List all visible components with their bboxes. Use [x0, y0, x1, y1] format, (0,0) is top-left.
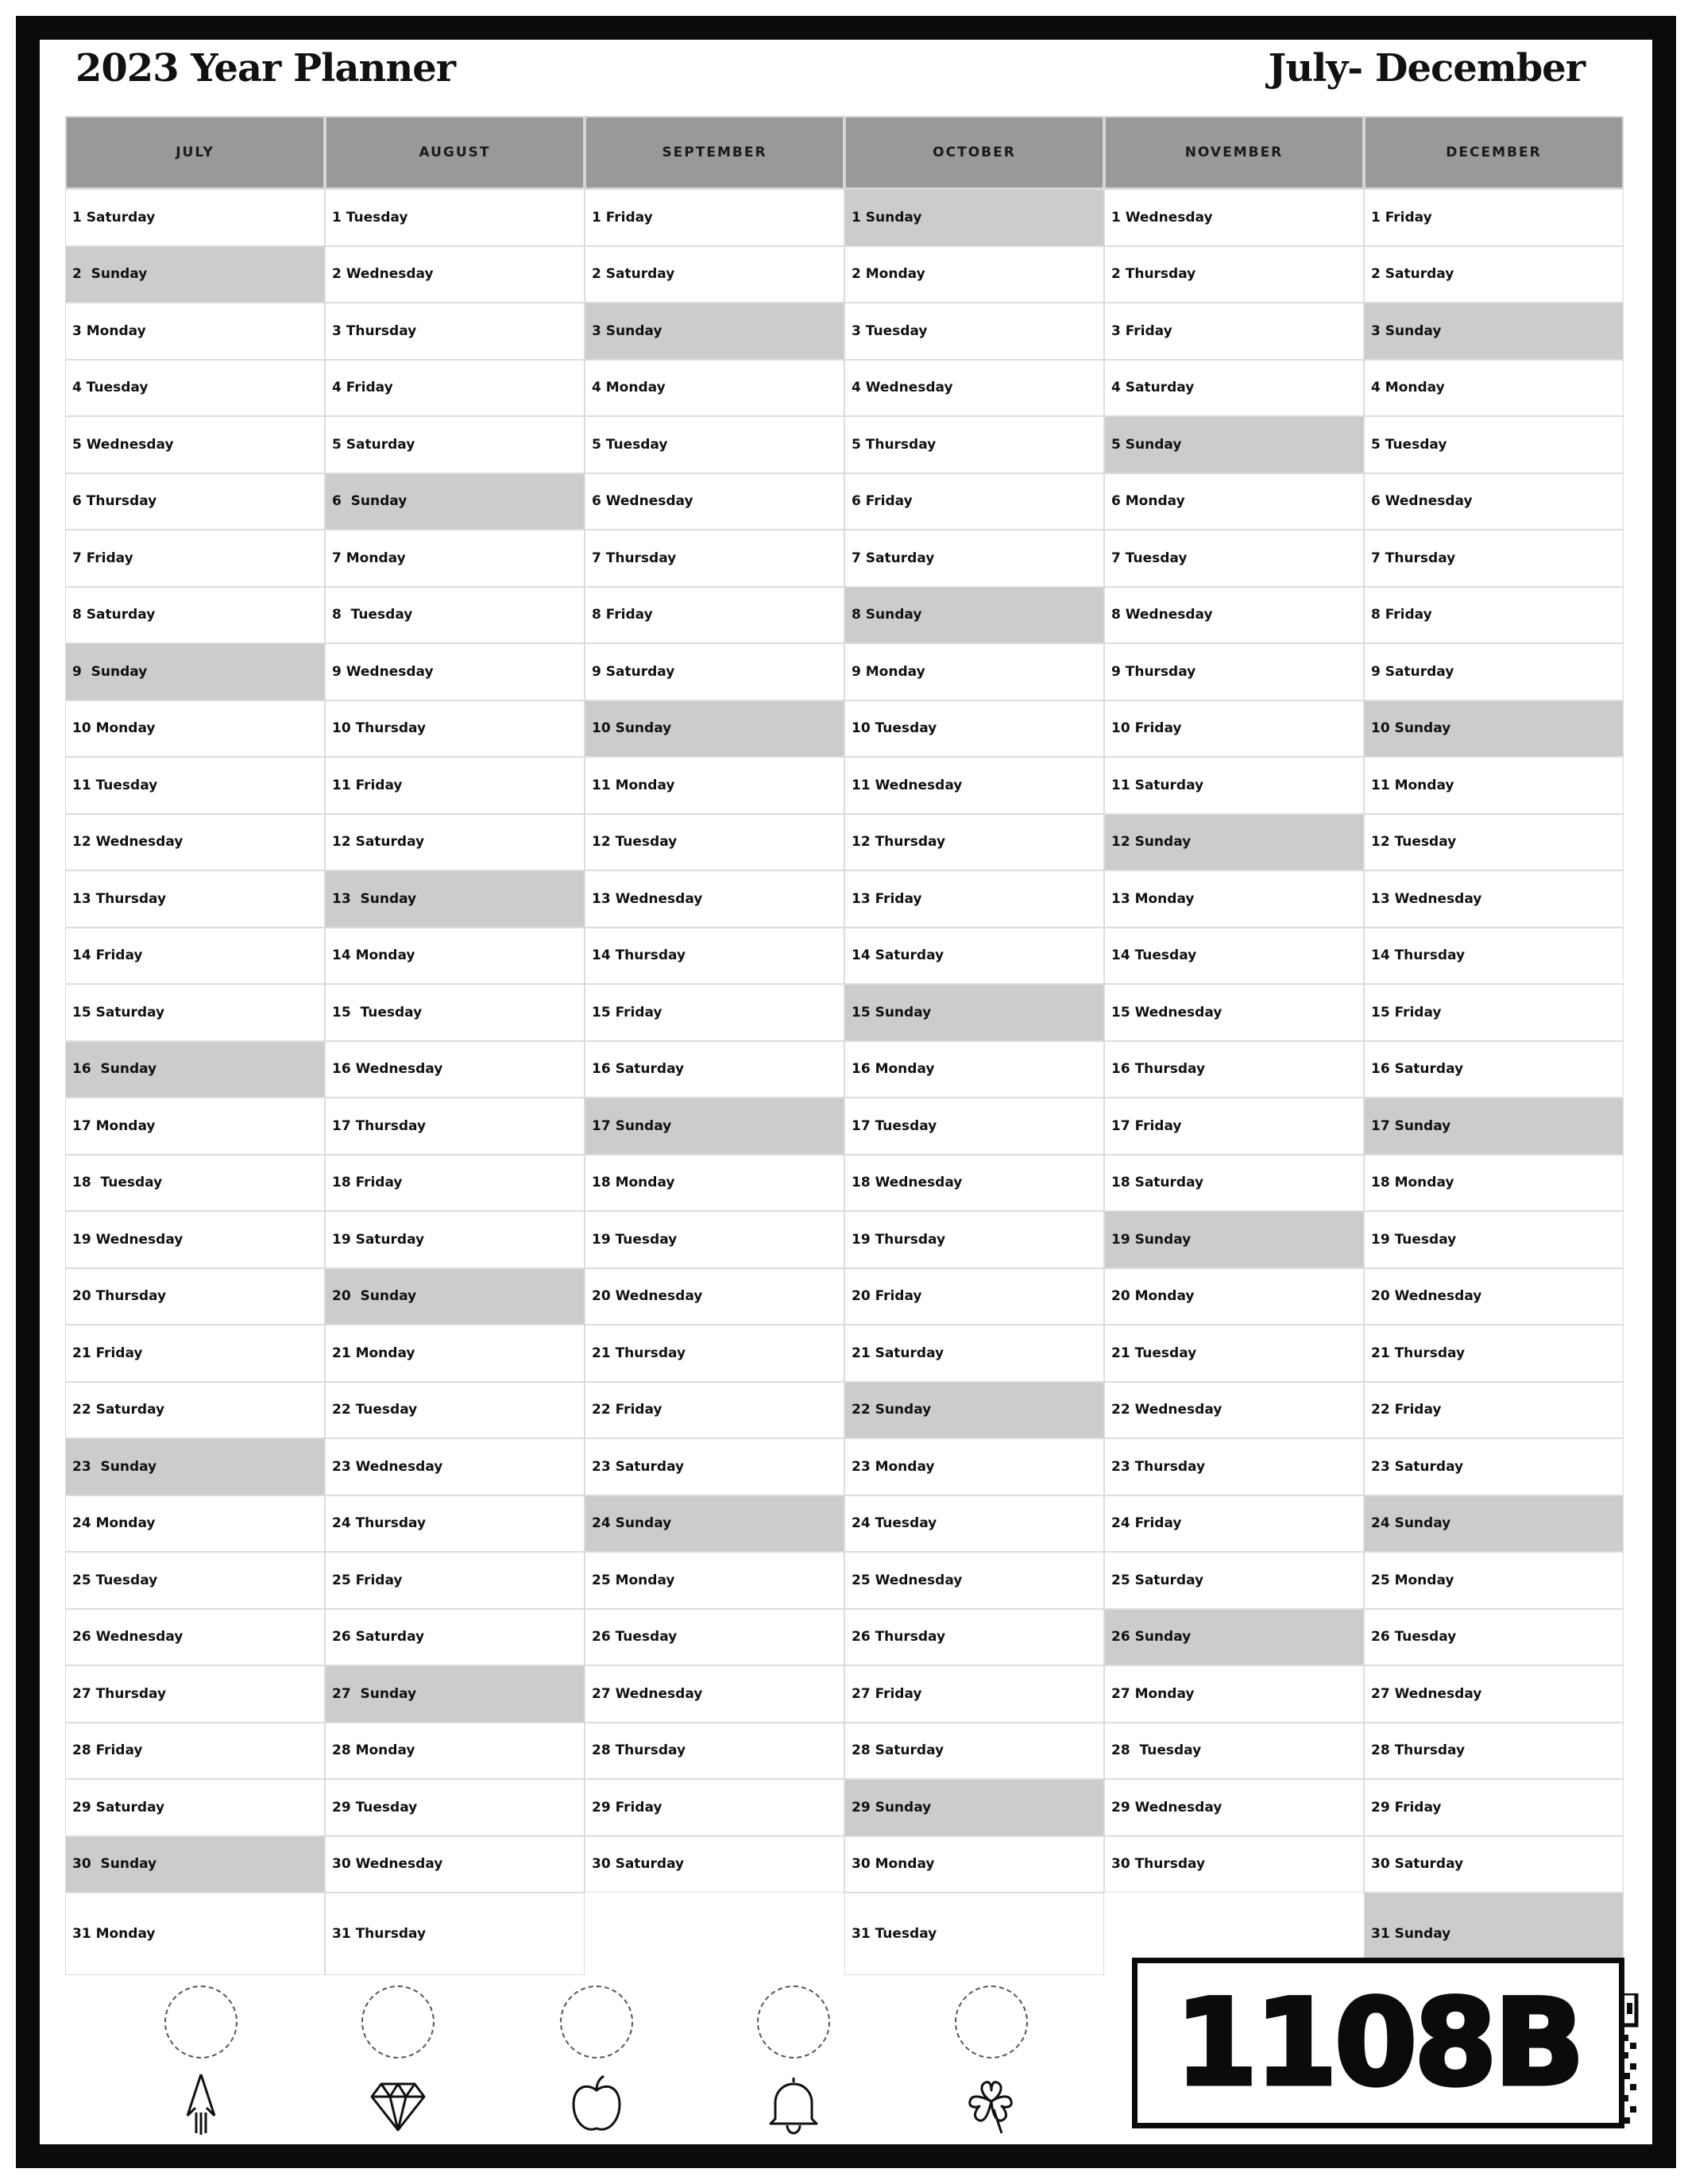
day-cell[interactable]: 28 Thursday [1364, 1723, 1624, 1780]
month-column-september [585, 116, 844, 1973]
day-cell-sunday[interactable]: 10 Sunday [1364, 700, 1624, 758]
day-cell-sunday[interactable]: 10 Sunday [585, 700, 844, 758]
day-cell[interactable]: 18 Friday [325, 1155, 585, 1212]
month-header: OCTOBER [844, 116, 1104, 189]
day-cell[interactable]: 17 Tuesday [844, 1098, 1104, 1155]
day-cell[interactable]: 27 Wednesday [585, 1665, 844, 1723]
day-cell[interactable]: 31 Tuesday [844, 1893, 1104, 1975]
day-cell[interactable]: 21 Saturday [844, 1325, 1104, 1382]
day-cell[interactable]: 2 Thursday [1104, 246, 1364, 303]
bell-icon [764, 2073, 823, 2135]
day-cell[interactable]: 29 Tuesday [325, 1779, 585, 1836]
day-cell[interactable]: 14 Friday [65, 928, 325, 985]
day-cell[interactable]: 22 Tuesday [325, 1382, 585, 1439]
day-cell[interactable]: 1 Tuesday [325, 189, 585, 246]
day-cell[interactable]: 22 Friday [1364, 1382, 1624, 1439]
month-header: SEPTEMBER [585, 116, 844, 189]
day-cell[interactable]: 15 Saturday [65, 984, 325, 1041]
checkbox-circle[interactable] [955, 1985, 1028, 2059]
day-cell[interactable]: 25 Wednesday [844, 1552, 1104, 1609]
day-cell[interactable]: 12 Wednesday [65, 814, 325, 871]
day-cell[interactable]: 26 Saturday [325, 1609, 585, 1666]
day-cell[interactable]: 15 Tuesday [325, 984, 585, 1041]
apple-icon [567, 2073, 626, 2135]
day-cell[interactable]: 12 Saturday [325, 814, 585, 871]
day-cell-sunday[interactable]: 17 Sunday [1364, 1098, 1624, 1155]
day-cell[interactable]: 26 Tuesday [585, 1609, 844, 1666]
icon-slot [753, 1985, 832, 2136]
product-code-badge [1132, 1958, 1624, 2128]
day-cell[interactable]: 11 Tuesday [65, 757, 325, 814]
day-cell[interactable]: 16 Wednesday [325, 1041, 585, 1098]
month-header: NOVEMBER [1104, 116, 1364, 189]
day-cell[interactable]: 13 Monday [1104, 870, 1364, 928]
day-cell[interactable]: 5 Wednesday [65, 416, 325, 473]
checkbox-circle[interactable] [757, 1985, 830, 2059]
day-cell[interactable]: 26 Thursday [844, 1609, 1104, 1666]
day-cell[interactable]: 23 Saturday [1364, 1438, 1624, 1495]
day-cell[interactable]: 23 Wednesday [325, 1438, 585, 1495]
day-cell-sunday[interactable]: 19 Sunday [1104, 1211, 1364, 1268]
day-cell[interactable]: 17 Thursday [325, 1098, 585, 1155]
day-cell[interactable]: 20 Monday [1104, 1268, 1364, 1325]
day-cell-sunday[interactable]: 6 Sunday [325, 473, 585, 531]
day-cell[interactable]: 11 Saturday [1104, 757, 1364, 814]
day-cell[interactable]: 27 Wednesday [1364, 1665, 1624, 1723]
day-cell-sunday[interactable]: 5 Sunday [1104, 416, 1364, 473]
day-cell[interactable]: 19 Tuesday [1364, 1211, 1624, 1268]
day-cell[interactable]: 3 Friday [1104, 303, 1364, 360]
day-cell[interactable]: 27 Friday [844, 1665, 1104, 1723]
day-cell[interactable]: 23 Thursday [1104, 1438, 1364, 1495]
day-cell[interactable]: 18 Monday [1364, 1155, 1624, 1212]
day-cell[interactable]: 29 Friday [1364, 1779, 1624, 1836]
day-cell[interactable]: 3 Monday [65, 303, 325, 360]
day-cell[interactable]: 1 Wednesday [1104, 189, 1364, 246]
day-cell-sunday[interactable]: 24 Sunday [585, 1495, 844, 1553]
icon-slot [160, 1985, 240, 2136]
icon-slot [357, 1985, 437, 2136]
day-cell[interactable]: 3 Thursday [325, 303, 585, 360]
day-cell[interactable]: 19 Thursday [844, 1211, 1104, 1268]
day-cell[interactable]: 5 Tuesday [1364, 416, 1624, 473]
day-cell[interactable]: 18 Monday [585, 1155, 844, 1212]
day-cell[interactable]: 8 Friday [585, 587, 844, 644]
icon-slot [556, 1985, 635, 2136]
day-cell[interactable]: 30 Wednesday [325, 1836, 585, 1893]
day-cell[interactable]: 10 Monday [65, 700, 325, 758]
day-cell[interactable]: 11 Monday [1364, 757, 1624, 814]
day-cell[interactable]: 5 Thursday [844, 416, 1104, 473]
day-cell[interactable]: 1 Friday [585, 189, 844, 246]
qr-code-fragment [1620, 1993, 1640, 2128]
day-cell[interactable]: 28 Tuesday [1104, 1723, 1364, 1780]
day-cell[interactable]: 13 Wednesday [585, 870, 844, 928]
day-cell[interactable]: 18 Wednesday [844, 1155, 1104, 1212]
day-cell[interactable]: 17 Friday [1104, 1098, 1364, 1155]
day-cell[interactable]: 2 Wednesday [325, 246, 585, 303]
day-cell[interactable]: 13 Wednesday [1364, 870, 1624, 928]
day-cell[interactable]: 22 Friday [585, 1382, 844, 1439]
day-cell[interactable]: 11 Friday [325, 757, 585, 814]
day-cell-sunday[interactable]: 24 Sunday [1364, 1495, 1624, 1553]
day-cell[interactable]: 29 Friday [585, 1779, 844, 1836]
day-cell[interactable]: 9 Wednesday [325, 643, 585, 700]
day-cell[interactable]: 2 Saturday [1364, 246, 1624, 303]
day-cell[interactable]: 3 Tuesday [844, 303, 1104, 360]
day-cell-sunday[interactable]: 17 Sunday [585, 1098, 844, 1155]
day-cell[interactable]: 20 Friday [844, 1268, 1104, 1325]
day-cell[interactable]: 13 Thursday [65, 870, 325, 928]
day-cell[interactable]: 25 Monday [1364, 1552, 1624, 1609]
day-cell[interactable]: 27 Monday [1104, 1665, 1364, 1723]
day-cell[interactable]: 19 Wednesday [65, 1211, 325, 1268]
day-cell[interactable]: 16 Monday [844, 1041, 1104, 1098]
day-cell-sunday[interactable]: 31 Sunday [1364, 1893, 1624, 1975]
day-cell[interactable]: 30 Monday [844, 1836, 1104, 1893]
day-cell-sunday[interactable]: 26 Sunday [1104, 1609, 1364, 1666]
day-cell[interactable]: 8 Friday [1364, 587, 1624, 644]
day-cell[interactable]: 24 Thursday [325, 1495, 585, 1553]
day-cell[interactable]: 18 Saturday [1104, 1155, 1364, 1212]
day-cell[interactable]: 21 Friday [65, 1325, 325, 1382]
day-cell[interactable]: 16 Saturday [1364, 1041, 1624, 1098]
day-cell[interactable]: 1 Friday [1364, 189, 1624, 246]
day-cell[interactable]: 16 Saturday [585, 1041, 844, 1098]
calendar-grid [65, 116, 1624, 1973]
day-cell[interactable]: 26 Wednesday [65, 1609, 325, 1666]
day-cell[interactable]: 7 Saturday [844, 530, 1104, 587]
day-cell[interactable]: 28 Monday [325, 1723, 585, 1780]
day-cell[interactable]: 9 Saturday [585, 643, 844, 700]
day-cell[interactable]: 15 Wednesday [1104, 984, 1364, 1041]
day-cell[interactable]: 20 Wednesday [585, 1268, 844, 1325]
day-cell[interactable]: 25 Saturday [1104, 1552, 1364, 1609]
month-column-november [1104, 116, 1364, 1973]
day-cell[interactable]: 19 Tuesday [585, 1211, 844, 1268]
day-cell[interactable]: 28 Friday [65, 1723, 325, 1780]
day-cell[interactable]: 1 Saturday [65, 189, 325, 246]
day-cell[interactable]: 5 Saturday [325, 416, 585, 473]
day-cell[interactable]: 30 Thursday [1104, 1836, 1364, 1893]
day-cell[interactable]: 31 Thursday [325, 1893, 585, 1975]
day-cell[interactable]: 4 Friday [325, 360, 585, 417]
day-cell[interactable]: 11 Monday [585, 757, 844, 814]
day-cell[interactable]: 14 Thursday [1364, 928, 1624, 985]
day-cell-sunday[interactable]: 29 Sunday [844, 1779, 1104, 1836]
day-cell[interactable]: 4 Wednesday [844, 360, 1104, 417]
day-cell[interactable]: 24 Friday [1104, 1495, 1364, 1553]
day-cell[interactable]: 22 Wednesday [1104, 1382, 1364, 1439]
day-cell-sunday[interactable]: 16 Sunday [65, 1041, 325, 1098]
day-cell-sunday[interactable]: 23 Sunday [65, 1438, 325, 1495]
day-cell[interactable]: 7 Tuesday [1104, 530, 1364, 587]
day-cell[interactable]: 22 Saturday [65, 1382, 325, 1439]
day-cell[interactable]: 30 Saturday [585, 1836, 844, 1893]
day-cell[interactable]: 2 Saturday [585, 246, 844, 303]
day-cell[interactable]: 7 Thursday [585, 530, 844, 587]
icon-slot [951, 1985, 1030, 2136]
month-header: AUGUST [325, 116, 585, 189]
day-cell[interactable]: 9 Thursday [1104, 643, 1364, 700]
day-cell[interactable]: 25 Friday [325, 1552, 585, 1609]
month-column-august [325, 116, 585, 1973]
day-cell[interactable]: 14 Saturday [844, 928, 1104, 985]
checkbox-circle[interactable] [560, 1985, 633, 2059]
day-cell[interactable]: 29 Wednesday [1104, 1779, 1364, 1836]
day-cell[interactable]: 20 Wednesday [1364, 1268, 1624, 1325]
day-cell-sunday[interactable]: 30 Sunday [65, 1836, 325, 1893]
day-cell[interactable]: 6 Thursday [65, 473, 325, 531]
day-cell[interactable]: 11 Wednesday [844, 757, 1104, 814]
day-cell[interactable]: 6 Friday [844, 473, 1104, 531]
day-cell[interactable]: 8 Saturday [65, 587, 325, 644]
day-cell[interactable]: 6 Wednesday [585, 473, 844, 531]
day-cell[interactable]: 28 Thursday [585, 1723, 844, 1780]
day-cell-sunday[interactable]: 13 Sunday [325, 870, 585, 928]
day-cell-sunday[interactable]: 3 Sunday [585, 303, 844, 360]
day-cell[interactable]: 28 Saturday [844, 1723, 1104, 1780]
day-cell-sunday[interactable]: 15 Sunday [844, 984, 1104, 1041]
diamond-icon [369, 2073, 427, 2135]
day-cell[interactable]: 17 Monday [65, 1098, 325, 1155]
day-cell-sunday[interactable]: 2 Sunday [65, 246, 325, 303]
day-cell[interactable]: 9 Monday [844, 643, 1104, 700]
day-cell[interactable]: 23 Monday [844, 1438, 1104, 1495]
day-cell[interactable]: 12 Thursday [844, 814, 1104, 871]
day-cell[interactable]: 15 Friday [1364, 984, 1624, 1041]
day-cell[interactable]: 4 Saturday [1104, 360, 1364, 417]
day-cell-sunday[interactable]: 9 Sunday [65, 643, 325, 700]
day-cell[interactable]: 29 Saturday [65, 1779, 325, 1836]
day-cell[interactable]: 4 Monday [585, 360, 844, 417]
day-cell[interactable]: 8 Tuesday [325, 587, 585, 644]
checkbox-circle[interactable] [361, 1985, 435, 2059]
day-cell[interactable]: 9 Saturday [1364, 643, 1624, 700]
day-cell[interactable]: 12 Tuesday [1364, 814, 1624, 871]
day-cell[interactable]: 21 Monday [325, 1325, 585, 1382]
planner-range: July- December [1268, 46, 1585, 91]
product-code: 1108B [1175, 1974, 1582, 2113]
month-header: DECEMBER [1364, 116, 1624, 189]
day-cell[interactable]: 7 Thursday [1364, 530, 1624, 587]
day-cell[interactable]: 19 Saturday [325, 1211, 585, 1268]
day-cell[interactable]: 24 Tuesday [844, 1495, 1104, 1553]
day-cell-sunday[interactable]: 1 Sunday [844, 189, 1104, 246]
month-header: JULY [65, 116, 325, 189]
day-cell-sunday[interactable]: 8 Sunday [844, 587, 1104, 644]
day-cell[interactable]: 25 Tuesday [65, 1552, 325, 1609]
day-cell[interactable]: 14 Monday [325, 928, 585, 985]
day-cell[interactable]: 8 Wednesday [1104, 587, 1364, 644]
day-cell[interactable]: 4 Tuesday [65, 360, 325, 417]
day-cell[interactable]: 30 Saturday [1364, 1836, 1624, 1893]
day-cell[interactable]: 18 Tuesday [65, 1155, 325, 1212]
day-cell[interactable]: 6 Wednesday [1364, 473, 1624, 531]
day-cell[interactable]: 7 Monday [325, 530, 585, 587]
day-cell[interactable]: 10 Thursday [325, 700, 585, 758]
planner-title: 2023 Year Planner [75, 46, 456, 91]
day-cell[interactable]: 26 Tuesday [1364, 1609, 1624, 1666]
day-cell[interactable]: 20 Thursday [65, 1268, 325, 1325]
day-cell[interactable]: 21 Thursday [1364, 1325, 1624, 1382]
day-cell[interactable]: 13 Friday [844, 870, 1104, 928]
day-cell[interactable]: 2 Monday [844, 246, 1104, 303]
day-cell[interactable]: 4 Monday [1364, 360, 1624, 417]
day-cell-sunday[interactable]: 27 Sunday [325, 1665, 585, 1723]
day-cell[interactable]: 25 Monday [585, 1552, 844, 1609]
month-column-july [65, 116, 325, 1973]
day-cell-sunday[interactable]: 3 Sunday [1364, 303, 1624, 360]
rocket-icon [172, 2073, 230, 2135]
day-cell[interactable]: 6 Monday [1104, 473, 1364, 531]
day-cell[interactable]: 31 Monday [65, 1893, 325, 1975]
day-cell-sunday[interactable]: 12 Sunday [1104, 814, 1364, 871]
day-cell[interactable]: 24 Monday [65, 1495, 325, 1553]
day-cell[interactable]: 12 Tuesday [585, 814, 844, 871]
day-cell[interactable]: 7 Friday [65, 530, 325, 587]
day-cell[interactable]: 21 Thursday [585, 1325, 844, 1382]
day-cell-sunday[interactable]: 20 Sunday [325, 1268, 585, 1325]
day-cell[interactable]: 5 Tuesday [585, 416, 844, 473]
day-cell[interactable]: 23 Saturday [585, 1438, 844, 1495]
checkbox-circle[interactable] [164, 1985, 238, 2059]
day-cell[interactable]: 27 Thursday [65, 1665, 325, 1723]
month-column-october [844, 116, 1104, 1973]
day-cell[interactable]: 14 Thursday [585, 928, 844, 985]
day-cell[interactable]: 14 Tuesday [1104, 928, 1364, 985]
day-cell-sunday[interactable]: 22 Sunday [844, 1382, 1104, 1439]
day-cell[interactable]: 21 Tuesday [1104, 1325, 1364, 1382]
day-cell[interactable]: 10 Friday [1104, 700, 1364, 758]
clover-icon [962, 2073, 1021, 2135]
day-cell[interactable]: 10 Tuesday [844, 700, 1104, 758]
day-cell[interactable]: 16 Thursday [1104, 1041, 1364, 1098]
month-column-december [1364, 116, 1624, 1973]
day-cell[interactable]: 15 Friday [585, 984, 844, 1041]
